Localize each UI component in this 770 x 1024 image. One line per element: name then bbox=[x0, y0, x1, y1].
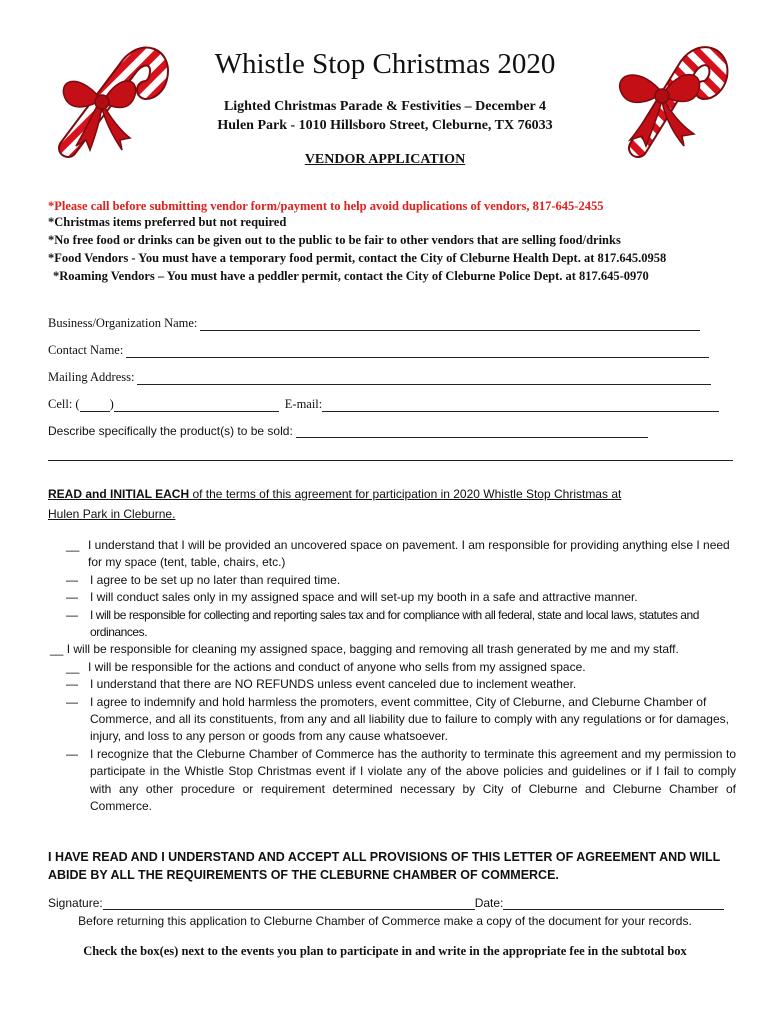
term-text: I understand that I will be provided an uncovered space on pavement. I am responsible for providing anything else I need for my space (tent, table, chairs, etc.) bbox=[88, 538, 730, 570]
term-item bbox=[66, 589, 736, 606]
cell-email-row bbox=[48, 397, 719, 412]
products-field-line-2[interactable] bbox=[48, 460, 733, 461]
mailing-address-label: Mailing Address: bbox=[48, 370, 135, 384]
date-label: Date: bbox=[474, 896, 504, 910]
agreement-intro-bold: READ and INITIAL EACH bbox=[48, 487, 190, 501]
initial-blank[interactable]: — bbox=[66, 746, 78, 761]
business-name-field[interactable] bbox=[200, 318, 700, 331]
agreement-intro bbox=[48, 487, 621, 501]
products-row bbox=[48, 424, 648, 438]
business-name-label: Business/Organization Name: bbox=[48, 316, 198, 330]
cell-label: Cell: ( bbox=[48, 397, 80, 411]
term-text: I agree to be set up no later than required time. bbox=[90, 572, 341, 587]
date-field[interactable] bbox=[503, 897, 724, 910]
signature-label: Signature: bbox=[48, 896, 103, 910]
event-subtitle: Lighted Christmas Parade & Festivities – December 4 bbox=[223, 99, 547, 114]
contact-name-row bbox=[48, 343, 709, 358]
term-item bbox=[66, 676, 736, 693]
contact-name-label: Contact Name: bbox=[48, 343, 124, 357]
email-label: E-mail: bbox=[284, 397, 323, 411]
initial-blank[interactable]: — bbox=[66, 590, 78, 605]
check-boxes-instruction: Check the box(es) next to the events you plan to participate in and write in the appropriate fee in the subtotal box bbox=[83, 944, 687, 958]
term-item bbox=[66, 746, 736, 816]
cell-paren: ) bbox=[109, 397, 114, 411]
email-field[interactable] bbox=[322, 399, 719, 412]
agreement-intro-rest: of the terms of this agreement for participation in 2020 Whistle Stop Christmas at bbox=[189, 487, 622, 501]
candy-cane-left-image bbox=[46, 20, 174, 158]
initial-blank[interactable]: — bbox=[66, 694, 78, 709]
acceptance-statement: I HAVE READ AND I UNDERSTAND AND ACCEPT ALL PROVISIONS OF THIS LETTER OF AGREEMENT AND WILL ABIDE BY ALL THE REQUIREMENTS OF THE CLEBURNE CHAMBER OF COMMERCE. bbox=[48, 850, 721, 882]
term-item bbox=[50, 641, 736, 658]
term-text: I will conduct sales only in my assigned space and will set-up my booth in a safe and attractive manner. bbox=[90, 590, 638, 605]
candy-cane-right-image bbox=[602, 20, 730, 158]
products-field[interactable] bbox=[296, 425, 648, 438]
initial-blank[interactable]: — bbox=[66, 677, 78, 692]
initial-blank[interactable]: — bbox=[66, 607, 78, 622]
term-text: I will be responsible for collecting and reporting sales tax and for compliance with all federal, state and local laws, statutes and ordinances. bbox=[90, 607, 699, 640]
business-name-row bbox=[48, 316, 700, 331]
form-heading-text: VENDOR APPLICATION bbox=[304, 152, 466, 167]
notice-roaming-vendors: *Roaming Vendors – You must have a peddler permit, contact the City of Cleburne Police Dept. at 817.645-0970 bbox=[53, 269, 649, 283]
term-item bbox=[66, 694, 736, 746]
term-item bbox=[66, 659, 736, 676]
initial-blank[interactable]: __ bbox=[50, 642, 67, 657]
page-title: Whistle Stop Christmas 2020 bbox=[214, 48, 556, 80]
notice-food-vendors: *Food Vendors - You must have a temporary food permit, contact the City of Cleburne Health Dept. at 817.645.0958 bbox=[48, 251, 667, 265]
term-text: I understand that there are NO REFUNDS unless event canceled due to inclement weather. bbox=[90, 677, 577, 692]
form-heading bbox=[0, 152, 770, 168]
initial-blank[interactable]: — bbox=[66, 572, 78, 587]
term-item bbox=[66, 537, 736, 572]
notice-no-free-food: *No free food or drinks can be given out to the public to be fair to other vendors that are selling food/drinks bbox=[48, 233, 621, 247]
cell-number-field[interactable] bbox=[114, 399, 279, 412]
term-item bbox=[66, 572, 736, 589]
mailing-address-field[interactable] bbox=[137, 372, 711, 385]
initial-blank[interactable]: __ bbox=[66, 538, 80, 552]
event-location: Hulen Park - 1010 Hillsboro Street, Cleburne, TX 76033 bbox=[217, 118, 553, 133]
term-item bbox=[66, 607, 736, 642]
term-text: I will be responsible for cleaning my assigned space, bagging and removing all trash generated by me and my staff. bbox=[66, 642, 679, 657]
terms-list bbox=[50, 537, 736, 816]
contact-name-field[interactable] bbox=[126, 345, 709, 358]
term-text: I agree to indemnify and hold harmless the promoters, event committee, City of Cleburne, and Cleburne Chamber of Commerce, and all its constituents, from any and all liability due to failure to comply with any regulations or for damages, injury, and loss to any person or goods from any cause whatsoever. bbox=[90, 694, 729, 744]
agreement-intro-line2: Hulen Park in Cleburne. bbox=[48, 507, 176, 521]
copy-note: Before returning this application to Cleburne Chamber of Commerce make a copy of the document for your records. bbox=[78, 914, 692, 928]
mailing-address-row bbox=[48, 370, 711, 385]
notice-call-before: *Please call before submitting vendor form/payment to help avoid duplications of vendors, 817-645-2455 bbox=[48, 199, 604, 213]
term-text: I recognize that the Cleburne Chamber of Commerce has the authority to terminate this agreement and my permission to participate in the Whistle Stop Christmas event if I violate any of the above policies and guidelines or if I fail to comply with any other procedure or requirement determined necessary by City of Cleburne and Cleburne Chamber of Commerce. bbox=[90, 746, 736, 814]
cell-area-code-field[interactable] bbox=[80, 399, 110, 412]
signature-row bbox=[48, 896, 724, 910]
products-label: Describe specifically the product(s) to be sold: bbox=[48, 424, 293, 438]
term-text: I will be responsible for the actions and conduct of anyone who sells from my assigned space. bbox=[88, 659, 586, 674]
notice-christmas-items: *Christmas items preferred but not required bbox=[48, 215, 287, 229]
signature-field[interactable] bbox=[103, 897, 475, 910]
initial-blank[interactable]: __ bbox=[66, 659, 80, 674]
